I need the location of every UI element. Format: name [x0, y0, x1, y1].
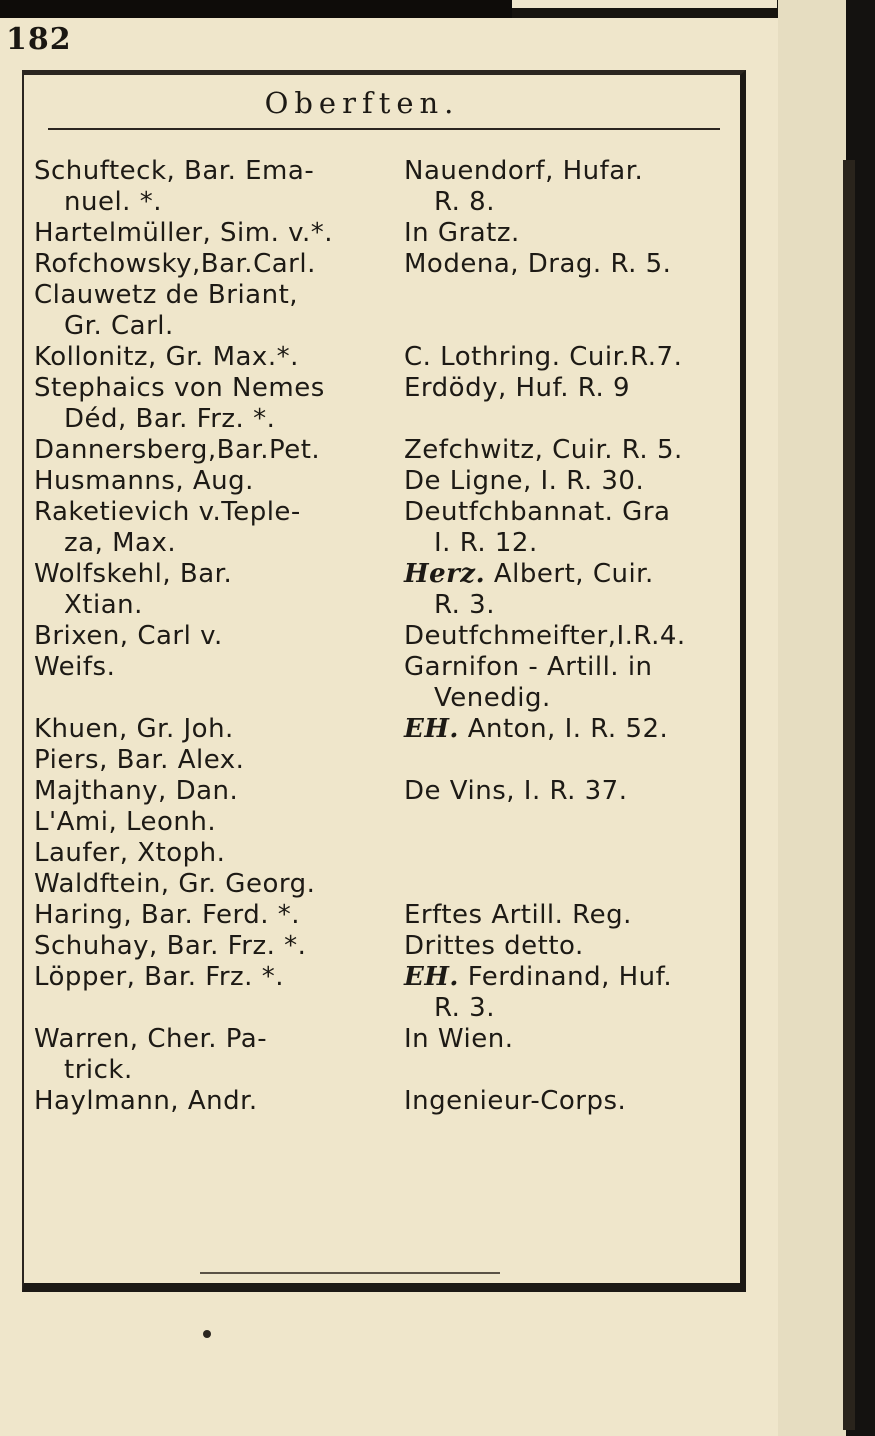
entries-list [34, 156, 744, 1117]
officer-name [34, 373, 404, 435]
officer-name [34, 931, 404, 962]
officer-name-line: Weifs. [34, 652, 116, 682]
officer-post [404, 900, 744, 931]
officer-name-line: Stephaics von Nemes [34, 373, 325, 403]
entry-row [34, 621, 744, 652]
top-light-strip [512, 0, 777, 8]
officer-name-line: Warren, Cher. Pa- [34, 1024, 268, 1054]
adjacent-page-edge [778, 0, 846, 1436]
officer-name-line: Kollonitz, Gr. Max.*. [34, 342, 299, 372]
officer-name-line: Déd, Bar. Frz. *. [64, 404, 276, 434]
officer-post [404, 838, 744, 869]
officer-name-line: Laufer, Xtoph. [34, 838, 226, 868]
officer-name [34, 962, 404, 1024]
officer-name [34, 559, 404, 621]
entry-row [34, 962, 744, 1024]
officer-post [404, 869, 744, 900]
officer-post [404, 652, 744, 714]
officer-post [404, 807, 744, 838]
officer-post-line: In Gratz. [404, 218, 520, 248]
officer-post [404, 497, 744, 559]
officer-post-line: Herz. Albert, Cuir. [404, 559, 654, 589]
officer-name [34, 745, 404, 776]
officer-name-line: Dannersberg,Bar.Pet. [34, 435, 321, 465]
officer-name-line: Haylmann, Andr. [34, 1086, 258, 1116]
officer-post [404, 218, 744, 249]
officer-post-line: De Ligne, I. R. 30. [404, 466, 645, 496]
heading-rule [48, 128, 720, 130]
officer-name-line: trick. [64, 1055, 133, 1085]
officer-name-line: Haring, Bar. Ferd. *. [34, 900, 301, 930]
officer-post-line: EH. Anton, I. R. 52. [404, 714, 669, 744]
officer-post [404, 714, 744, 745]
officer-post [404, 342, 744, 373]
officer-post [404, 962, 744, 1024]
entry-row [34, 435, 744, 466]
officer-name-line: Clauwetz de Briant, [34, 280, 299, 310]
entry-row [34, 342, 744, 373]
officer-post-line: R. 3. [434, 993, 495, 1023]
entry-row [34, 931, 744, 962]
italic-title: EH. [404, 714, 459, 744]
page-heading: Oberften. [264, 86, 460, 120]
officer-name [34, 218, 404, 249]
entry-row [34, 373, 744, 435]
entry-row [34, 714, 744, 745]
officer-post-line: Ingenieur-Corps. [404, 1086, 627, 1116]
officer-post [404, 1086, 744, 1117]
officer-post-line: De Vins, I. R. 37. [404, 776, 628, 806]
officer-name-line: L'Ami, Leonh. [34, 807, 217, 837]
officer-post [404, 621, 744, 652]
officer-post [404, 435, 744, 466]
officer-post [404, 280, 744, 342]
officer-name [34, 497, 404, 559]
officer-post [404, 745, 744, 776]
entry-row [34, 280, 744, 342]
officer-name-line: Xtian. [64, 590, 143, 620]
entry-row [34, 218, 744, 249]
officer-post-line: Deutfchbannat. Gra [404, 497, 671, 527]
officer-name-line: za, Max. [64, 528, 177, 558]
entry-row [34, 807, 744, 838]
officer-post [404, 559, 744, 621]
officer-name-line: Schuhay, Bar. Frz. *. [34, 931, 307, 961]
officer-name-line: nuel. *. [64, 187, 162, 217]
officer-post-line: Drittes detto. [404, 931, 584, 961]
officer-name [34, 621, 404, 652]
officer-name [34, 807, 404, 838]
officer-post-line: I. R. 12. [434, 528, 538, 558]
officer-name [34, 280, 404, 342]
officer-post-line: Modena, Drag. R. 5. [404, 249, 672, 279]
officer-name-line: Husmanns, Aug. [34, 466, 254, 496]
officer-name-line: Brixen, Carl v. [34, 621, 223, 651]
entry-row [34, 1086, 744, 1117]
officer-post [404, 249, 744, 280]
entry-row [34, 466, 744, 497]
entry-row [34, 776, 744, 807]
officer-post-line: Deutfchmeifter,I.R.4. [404, 621, 686, 651]
officer-name [34, 1086, 404, 1117]
entry-row [34, 838, 744, 869]
officer-post-line: EH. Ferdinand, Huf. [404, 962, 673, 992]
officer-name [34, 869, 404, 900]
officer-post-line: Venedig. [434, 683, 551, 713]
officer-post [404, 466, 744, 497]
entry-row [34, 745, 744, 776]
officer-post-line: R. 8. [434, 187, 495, 217]
officer-name [34, 900, 404, 931]
officer-name-line: Raketievich v.Teple- [34, 497, 301, 527]
officer-name-line: Khuen, Gr. Joh. [34, 714, 234, 744]
officer-post [404, 776, 744, 807]
officer-name-line: Piers, Bar. Alex. [34, 745, 245, 775]
officer-name-line: Gr. Carl. [64, 311, 174, 341]
page-number: 182 [6, 22, 72, 57]
entry-row [34, 1024, 744, 1086]
officer-post-line: C. Lothring. Cuir.R.7. [404, 342, 683, 372]
officer-post-line: R. 3. [434, 590, 495, 620]
right-gutter-shadow [843, 160, 855, 1430]
officer-post-line: Nauendorf, Hufar. [404, 156, 644, 186]
entry-row [34, 559, 744, 621]
officer-post-line: Garnifon - Artill. in [404, 652, 653, 682]
italic-title: Herz. [404, 559, 486, 589]
officer-name-line: Waldftein, Gr. Georg. [34, 869, 316, 899]
officer-name-line: Löpper, Bar. Frz. *. [34, 962, 284, 992]
entry-row [34, 249, 744, 280]
ink-dot [203, 1330, 211, 1338]
entry-row [34, 869, 744, 900]
italic-title: EH. [404, 962, 459, 992]
entry-row [34, 156, 744, 218]
entry-row [34, 652, 744, 714]
entry-row [34, 497, 744, 559]
officer-post-line: Erftes Artill. Reg. [404, 900, 632, 930]
officer-name-line: Majthany, Dan. [34, 776, 239, 806]
officer-post [404, 931, 744, 962]
officer-name [34, 156, 404, 218]
officer-name-line: Hartelmüller, Sim. v.*. [34, 218, 334, 248]
officer-name [34, 652, 404, 714]
officer-name-line: Schufteck, Bar. Ema- [34, 156, 315, 186]
officer-name [34, 714, 404, 745]
officer-name-line: Rofchowsky,Bar.Carl. [34, 249, 316, 279]
officer-post [404, 156, 744, 218]
officer-name [34, 466, 404, 497]
officer-name-line: Wolfskehl, Bar. [34, 559, 233, 589]
officer-name [34, 838, 404, 869]
officer-post-line: In Wien. [404, 1024, 514, 1054]
bottom-rule [200, 1272, 500, 1274]
officer-name [34, 435, 404, 466]
entry-row [34, 900, 744, 931]
officer-name [34, 342, 404, 373]
officer-post [404, 373, 744, 435]
officer-post [404, 1024, 744, 1086]
officer-post-line: Zefchwitz, Cuir. R. 5. [404, 435, 683, 465]
officer-name [34, 776, 404, 807]
officer-post-line: Erdödy, Huf. R. 9 [404, 373, 631, 403]
officer-name [34, 249, 404, 280]
officer-name [34, 1024, 404, 1086]
